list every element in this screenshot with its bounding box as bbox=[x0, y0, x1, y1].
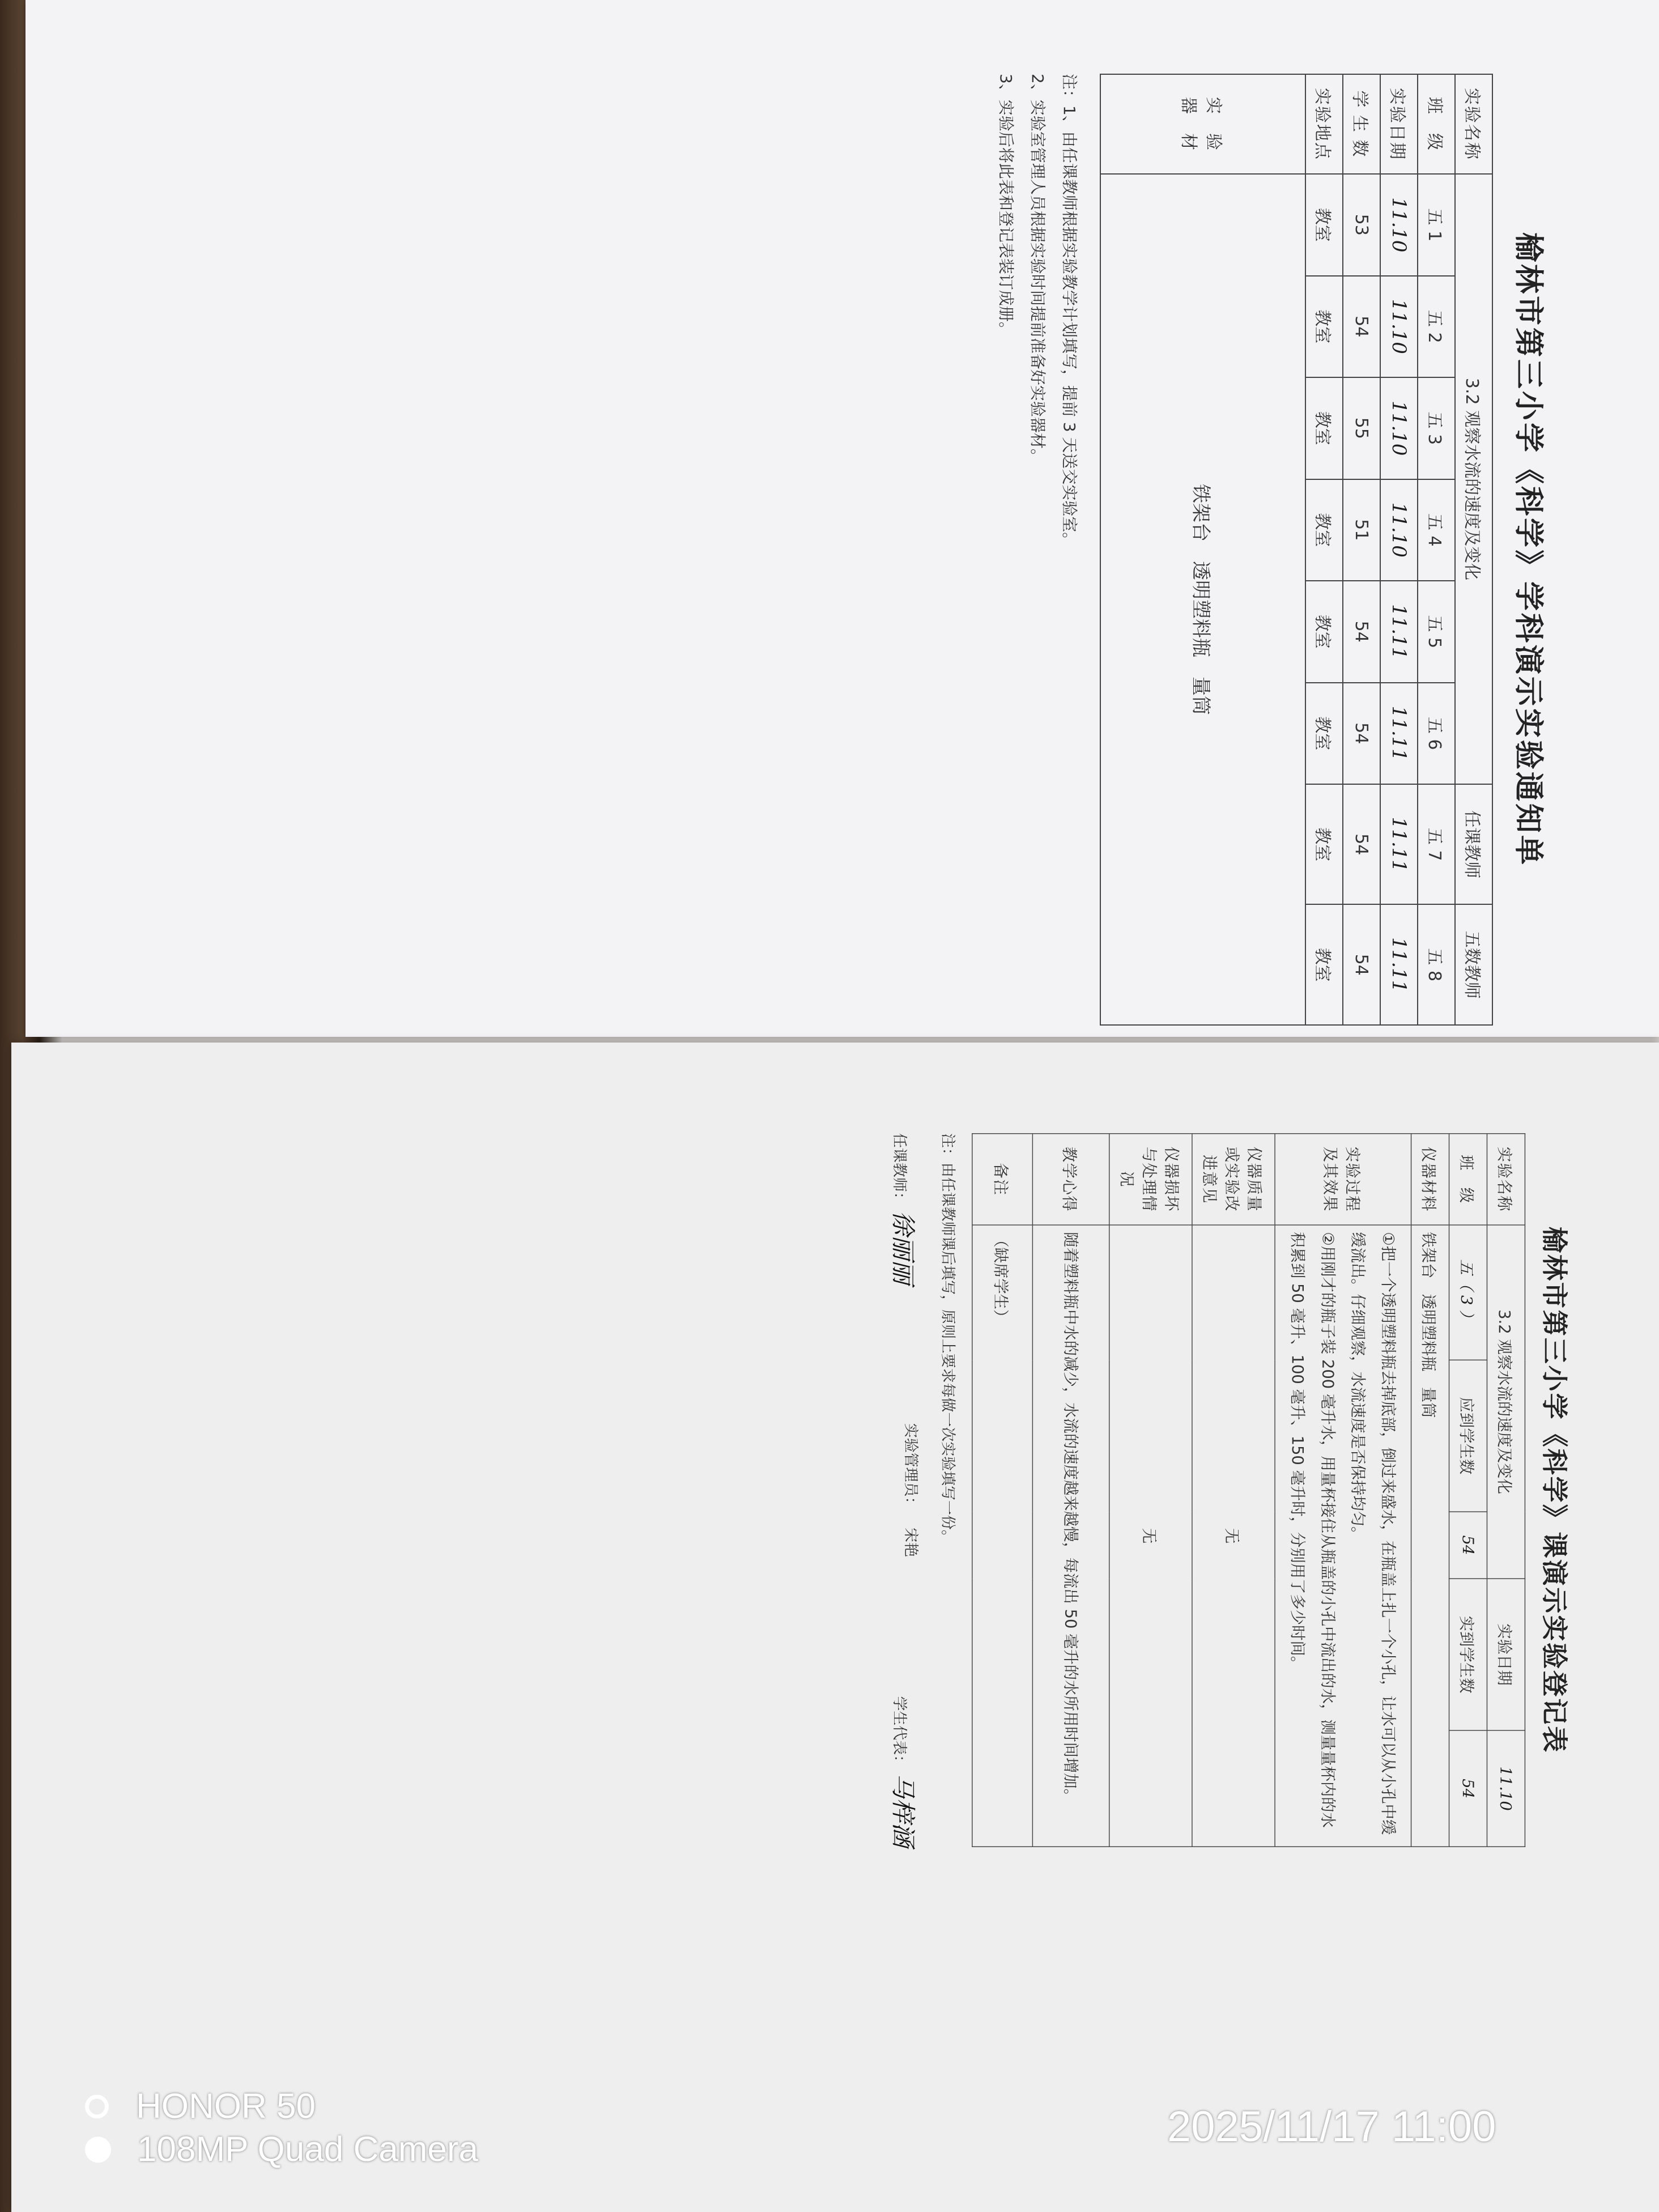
label-students: 学 生 数 bbox=[1343, 74, 1380, 174]
label-experiment-name: 实验名称 bbox=[1455, 74, 1492, 174]
label-class: 班 级 bbox=[1449, 1134, 1487, 1225]
students-cell: 53 bbox=[1343, 174, 1380, 276]
label-experiment-name: 实验名称 bbox=[1487, 1134, 1525, 1225]
register-note: 注：由任课教师课后填写，原则上要求每做一次实验填写一份。 bbox=[939, 1133, 956, 1545]
brand-text: HONOR 50 bbox=[136, 2087, 316, 2126]
place-cell: 教室 bbox=[1305, 276, 1343, 378]
equipment-row bbox=[1100, 74, 1305, 1025]
class-cell: 五 5 bbox=[1418, 581, 1455, 683]
camera-text: 108MP Quad Camera bbox=[137, 2130, 478, 2169]
date-row bbox=[1380, 74, 1418, 1025]
register-title: 榆林市第三小学《科学》课演示实验登记表 bbox=[1538, 1226, 1569, 1754]
notice-table bbox=[1100, 74, 1493, 1026]
label-reflection: 教学心得 bbox=[1032, 1134, 1109, 1225]
teacher-label: 任课教师： bbox=[891, 1133, 908, 1207]
date-cell: 11.10 bbox=[1380, 174, 1418, 276]
process-cell bbox=[1275, 1225, 1411, 1847]
register-table bbox=[972, 1133, 1525, 1847]
place-cell: 教室 bbox=[1305, 784, 1343, 904]
students-cell: 55 bbox=[1343, 377, 1380, 479]
students-cell: 54 bbox=[1343, 784, 1380, 904]
place-row bbox=[1305, 74, 1343, 1025]
class-cell: 五 4 bbox=[1418, 479, 1455, 581]
register-page bbox=[596, 1133, 1575, 1847]
ring-dot-icon bbox=[85, 2095, 109, 2119]
experiment-name: 3.2 观察水流的速度及变化 bbox=[1487, 1225, 1525, 1579]
student-signature-block bbox=[887, 1696, 922, 1847]
label-class: 班 级 bbox=[1418, 74, 1455, 174]
equipment-list: 铁架台 透明塑料瓶 量筒 bbox=[1100, 174, 1305, 1025]
label-due-students: 应到学生数 bbox=[1449, 1360, 1487, 1512]
note-line: 3、实验后将此表和登记表装订成册。 bbox=[997, 74, 1015, 338]
class-cell: 五 6 bbox=[1418, 683, 1455, 785]
notice-title: 榆林市第三小学《科学》学科演示实验通知单 bbox=[1511, 232, 1545, 867]
label-teacher: 任课教师 bbox=[1455, 784, 1492, 904]
place-cell: 教室 bbox=[1305, 479, 1343, 581]
student-label: 学生代表： bbox=[891, 1696, 908, 1770]
students-cell: 54 bbox=[1343, 683, 1380, 785]
class-cell: 五 3 bbox=[1418, 377, 1455, 479]
label-quality: 仪器质量或实验改进意见 bbox=[1192, 1134, 1275, 1225]
label-date: 实验日期 bbox=[1487, 1579, 1525, 1730]
class-row bbox=[1418, 74, 1455, 1025]
date-cell: 11.11 bbox=[1380, 904, 1418, 1025]
process-step: ②用刚才的瓶子装 200 毫升水，用量杯接住从瓶盖的小孔中流出的水，测量量杯内的水积累到 50 毫升、100 毫升、150 毫升时，分别用了多少时间。 bbox=[1288, 1232, 1337, 1828]
class-cell: 五 2 bbox=[1418, 276, 1455, 378]
datetime-watermark: 2025/11/17 11:00 bbox=[1167, 2103, 1496, 2151]
date-cell: 11.10 bbox=[1380, 479, 1418, 581]
date-cell: 11.11 bbox=[1380, 784, 1418, 904]
notice-notes bbox=[990, 74, 1085, 1026]
date-cell: 11.10 bbox=[1380, 276, 1418, 378]
admin-name: 宋艳 bbox=[902, 1528, 920, 1558]
place-cell: 教室 bbox=[1305, 174, 1343, 276]
label-damage: 仪器损坏与处理情况 bbox=[1109, 1134, 1192, 1225]
student-signature: 马梓涵 bbox=[888, 1773, 917, 1847]
label-date: 实验日期 bbox=[1380, 74, 1418, 174]
admin-label: 实验管理员： bbox=[902, 1423, 920, 1512]
camera-watermark bbox=[85, 2085, 478, 2171]
process-step: ①把一个透明塑料瓶去掉底部，倒过来盛水，在瓶盖上扎一个小孔，让水可以从小孔中缓缓流出。仔细观察，水流速度是否保持均匀。 bbox=[1349, 1232, 1398, 1835]
label-process: 实验过程及其效果 bbox=[1275, 1134, 1411, 1225]
note-line: 注：1、由任课教师根据实验教学计划填写，提前 3 天送交实验室。 bbox=[1060, 74, 1079, 548]
notice-page bbox=[918, 74, 1552, 1026]
label-place: 实验地点 bbox=[1305, 74, 1343, 174]
students-cell: 54 bbox=[1343, 904, 1380, 1025]
date-cell: 11.11 bbox=[1380, 683, 1418, 785]
class-cell: 五 1 bbox=[1418, 174, 1455, 276]
place-cell: 教室 bbox=[1305, 377, 1343, 479]
date-cell: 11.10 bbox=[1380, 377, 1418, 479]
experiment-name: 3.2 观察水流的速度及变化 bbox=[1455, 174, 1492, 784]
actual-students: 54 bbox=[1449, 1730, 1487, 1847]
teacher-signature: 徐丽丽 bbox=[888, 1210, 917, 1284]
place-cell: 教室 bbox=[1305, 683, 1343, 785]
students-cell: 54 bbox=[1343, 581, 1380, 683]
note-line: 2、实验室管理人员根据实验时间提前准备好实验器材。 bbox=[1028, 74, 1047, 465]
admin-block bbox=[887, 1423, 922, 1557]
equipment-list: 铁架台 透明塑料瓶 量筒 bbox=[1411, 1225, 1449, 1847]
reflection-value: 随着塑料瓶中水的减少，水流的速度越来越慢，每流出 50 毫升的水所用时间增加。 bbox=[1032, 1225, 1109, 1847]
students-cell: 54 bbox=[1343, 276, 1380, 378]
damage-value: 无 bbox=[1109, 1225, 1192, 1847]
label-equipment: 仪器材料 bbox=[1411, 1134, 1449, 1225]
filled-dot-icon bbox=[85, 2137, 111, 2163]
quality-value: 无 bbox=[1192, 1225, 1275, 1847]
due-students: 54 bbox=[1449, 1512, 1487, 1579]
experiment-date: 11.10 bbox=[1487, 1730, 1525, 1847]
signature-row bbox=[887, 1133, 922, 1847]
students-row bbox=[1343, 74, 1380, 1025]
label-actual-students: 实到学生数 bbox=[1449, 1579, 1487, 1730]
place-cell: 教室 bbox=[1305, 581, 1343, 683]
class-value: 五（ 3 ） bbox=[1449, 1225, 1487, 1360]
place-cell: 教室 bbox=[1305, 904, 1343, 1025]
label-remark: 备注 bbox=[972, 1134, 1033, 1225]
class-cell: 五 8 bbox=[1418, 904, 1455, 1025]
date-cell: 11.11 bbox=[1380, 581, 1418, 683]
teacher-value: 五数教师 bbox=[1455, 904, 1492, 1025]
class-cell: 五 7 bbox=[1418, 784, 1455, 904]
teacher-signature-block bbox=[887, 1133, 922, 1284]
remark-value: （缺席学生） bbox=[972, 1225, 1033, 1847]
students-cell: 51 bbox=[1343, 479, 1380, 581]
label-equipment: 实 验 器 材 bbox=[1100, 74, 1305, 174]
